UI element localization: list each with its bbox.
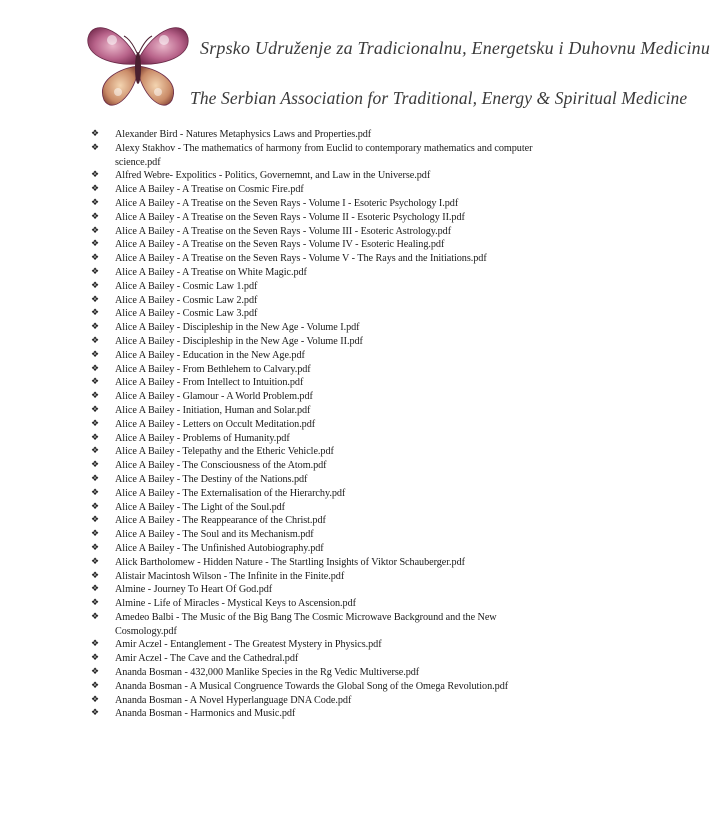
four-diamond-bullet-icon: ❖ [90,239,100,250]
file-name: Alice A Bailey - The Reappearance of the Christ.pdf [115,515,326,527]
file-name: Almine - Journey To Heart Of God.pdf [115,584,273,596]
four-diamond-bullet-icon: ❖ [90,197,100,208]
list-item [88,169,558,183]
list-item [88,445,558,459]
file-name: Alice A Bailey - The Unfinished Autobiography.pdf [115,542,324,554]
four-diamond-bullet-icon: ❖ [90,542,100,553]
list-item [88,652,558,666]
butterfly-logo-icon [82,8,194,120]
list-item [88,459,558,473]
four-diamond-bullet-icon: ❖ [90,639,100,650]
file-name: Ananda Bosman - A Musical Congruence Towards the Global Song of the Omega Revolution.pdf [115,680,509,692]
four-diamond-bullet-icon: ❖ [90,142,100,153]
file-name: Alick Bartholomew - Hidden Nature - The Startling Insights of Viktor Schauberger.pdf [115,556,465,568]
list-item [88,528,558,542]
four-diamond-bullet-icon: ❖ [90,335,100,346]
file-name: Alice A Bailey - The Consciousness of the Atom.pdf [115,460,327,472]
four-diamond-bullet-icon: ❖ [90,253,100,264]
list-item [88,321,558,335]
file-name: Ananda Bosman - A Novel Hyperlanguage DNA Code.pdf [115,694,352,706]
four-diamond-bullet-icon: ❖ [90,322,100,333]
file-name: Alice A Bailey - The Light of the Soul.pdf [115,501,286,513]
file-name: Alice A Bailey - A Treatise on White Magic.pdf [115,266,307,278]
file-name: Alice A Bailey - A Treatise on the Seven Rays - Volume I - Esoteric Psychology I.pdf [115,197,459,209]
file-name: Alice A Bailey - Discipleship in the New Age - Volume II.pdf [115,335,363,347]
list-item [88,432,558,446]
file-name: Alice A Bailey - A Treatise on the Seven Rays - Volume V - The Rays and the Initiations.pdf [115,253,487,265]
file-name: Alistair Macintosh Wilson - The Infinite in the Finite.pdf [115,570,345,582]
four-diamond-bullet-icon: ❖ [90,460,100,471]
four-diamond-bullet-icon: ❖ [90,308,100,319]
file-name: Almine - Life of Miracles - Mystical Keys to Ascension.pdf [115,598,356,610]
four-diamond-bullet-icon: ❖ [90,266,100,277]
list-item [88,238,558,252]
list-item [88,252,558,266]
list-item [88,597,558,611]
file-name: Amir Aczel - Entanglement - The Greatest Mystery in Physics.pdf [115,639,382,651]
list-item [88,638,558,652]
four-diamond-bullet-icon: ❖ [90,487,100,498]
list-item [88,280,558,294]
file-name: Ananda Bosman - 432,000 Manlike Species in the Rg Vedic Multiverse.pdf [115,667,420,679]
four-diamond-bullet-icon: ❖ [90,611,100,622]
list-item [88,294,558,308]
four-diamond-bullet-icon: ❖ [90,446,100,457]
file-name: Alice A Bailey - Letters on Occult Meditation.pdf [115,418,316,430]
file-name: Alice A Bailey - The Soul and its Mechanism.pdf [115,529,314,541]
list-item [88,211,558,225]
list-item [88,707,558,721]
list-item [88,611,558,639]
file-name: Amedeo Balbi - The Music of the Big Bang The Cosmic Microwave Background and the New Cosmology.pdf [115,611,497,637]
four-diamond-bullet-icon: ❖ [90,211,100,222]
list-item [88,183,558,197]
list-item [88,363,558,377]
file-name: Alice A Bailey - Telepathy and the Etheric Vehicle.pdf [115,446,334,458]
list-item [88,666,558,680]
four-diamond-bullet-icon: ❖ [90,404,100,415]
file-name: Alice A Bailey - A Treatise on the Seven Rays - Volume II - Esoteric Psychology II.pdf [115,211,465,223]
list-item [88,487,558,501]
list-item [88,694,558,708]
file-list [88,128,558,721]
file-name: Alfred Webre- Expolitics - Politics, Governemnt, and Law in the Universe.pdf [115,170,431,182]
four-diamond-bullet-icon: ❖ [90,584,100,595]
file-name: Alice A Bailey - Cosmic Law 3.pdf [115,308,258,320]
four-diamond-bullet-icon: ❖ [90,694,100,705]
four-diamond-bullet-icon: ❖ [90,598,100,609]
list-item [88,376,558,390]
file-name: Alice A Bailey - From Intellect to Intuition.pdf [115,377,304,389]
four-diamond-bullet-icon: ❖ [90,391,100,402]
list-item [88,473,558,487]
four-diamond-bullet-icon: ❖ [90,570,100,581]
four-diamond-bullet-icon: ❖ [90,377,100,388]
four-diamond-bullet-icon: ❖ [90,225,100,236]
file-name: Alice A Bailey - The Externalisation of the Hierarchy.pdf [115,487,346,499]
list-item [88,570,558,584]
list-item [88,583,558,597]
four-diamond-bullet-icon: ❖ [90,129,100,139]
file-name: Alice A Bailey - A Treatise on the Seven Rays - Volume III - Esoteric Astrology.pdf [115,225,452,237]
four-diamond-bullet-icon: ❖ [90,515,100,526]
list-item [88,390,558,404]
list-item [88,128,558,142]
four-diamond-bullet-icon: ❖ [90,529,100,540]
four-diamond-bullet-icon: ❖ [90,653,100,664]
document-header [0,0,710,122]
list-item [88,225,558,239]
list-item [88,335,558,349]
list-item [88,197,558,211]
four-diamond-bullet-icon: ❖ [90,680,100,691]
list-item [88,542,558,556]
four-diamond-bullet-icon: ❖ [90,349,100,360]
four-diamond-bullet-icon: ❖ [90,363,100,374]
file-name: Alice A Bailey - Problems of Humanity.pdf [115,432,290,444]
file-name: Alice A Bailey - Education in the New Age.pdf [115,349,305,361]
file-name: Alice A Bailey - Glamour - A World Problem.pdf [115,391,313,403]
file-name: Alice A Bailey - Discipleship in the New Age - Volume I.pdf [115,322,360,334]
file-name: Alice A Bailey - A Treatise on the Seven Rays - Volume IV - Esoteric Healing.pdf [115,239,445,251]
four-diamond-bullet-icon: ❖ [90,184,100,195]
list-item [88,556,558,570]
four-diamond-bullet-icon: ❖ [90,667,100,678]
four-diamond-bullet-icon: ❖ [90,170,100,181]
association-title-serbian: Srpsko Udruženje za Tradicionalnu, Energetsku i Duhovnu Medicinu [200,38,710,58]
list-item [88,514,558,528]
file-name: Amir Aczel - The Cave and the Cathedral.pdf [115,653,299,665]
list-item [88,266,558,280]
file-name: Alexy Stakhov - The mathematics of harmony from Euclid to contemporary mathematics and computer science.pdf [115,142,533,168]
file-name: Alice A Bailey - Cosmic Law 1.pdf [115,280,258,292]
list-item [88,349,558,363]
file-name: Alice A Bailey - A Treatise on Cosmic Fire.pdf [115,184,304,196]
four-diamond-bullet-icon: ❖ [90,418,100,429]
file-name: Alice A Bailey - The Destiny of the Nations.pdf [115,473,308,485]
four-diamond-bullet-icon: ❖ [90,501,100,512]
four-diamond-bullet-icon: ❖ [90,708,100,719]
list-item [88,142,558,170]
list-item [88,680,558,694]
four-diamond-bullet-icon: ❖ [90,294,100,305]
four-diamond-bullet-icon: ❖ [90,473,100,484]
file-name: Alice A Bailey - From Bethlehem to Calvary.pdf [115,363,311,375]
file-name: Ananda Bosman - Harmonics and Music.pdf [115,708,296,720]
file-name: Alexander Bird - Natures Metaphysics Laws and Properties.pdf [115,129,372,140]
four-diamond-bullet-icon: ❖ [90,280,100,291]
list-item [88,404,558,418]
list-item [88,307,558,321]
file-name: Alice A Bailey - Initiation, Human and Solar.pdf [115,404,311,416]
list-item [88,501,558,515]
four-diamond-bullet-icon: ❖ [90,556,100,567]
association-title-english: The Serbian Association for Traditional, Energy & Spiritual Medicine [190,88,688,108]
four-diamond-bullet-icon: ❖ [90,432,100,443]
file-name: Alice A Bailey - Cosmic Law 2.pdf [115,294,258,306]
list-item [88,418,558,432]
